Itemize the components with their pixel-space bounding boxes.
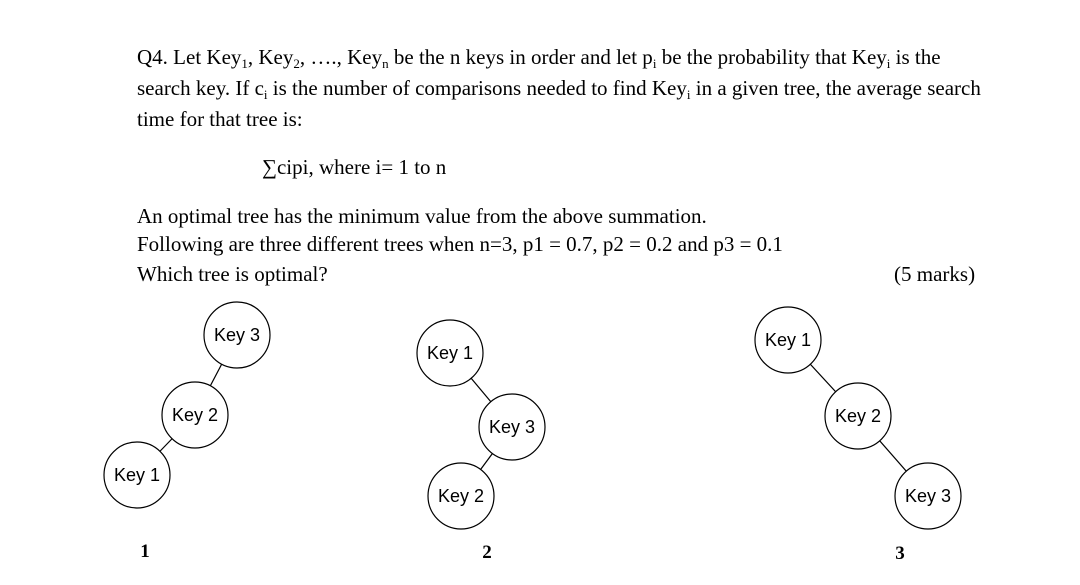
text-fragment: is the number of comparisons needed to find Key	[267, 76, 687, 100]
subscript: i	[886, 56, 891, 71]
tree-3	[755, 307, 961, 564]
question-line-6: Following are three different trees when n=3, p1 = 0.7, p2 = 0.2 and p3 = 0.1	[137, 232, 783, 256]
tree-3-node-2-label: Key 2	[834, 406, 882, 426]
text-fragment: be the n keys in order and let p	[388, 45, 653, 69]
tree-2	[417, 320, 545, 563]
text-fragment: , …., Key	[299, 45, 383, 69]
tree-2-number: 2	[482, 542, 492, 563]
tree-1-node-1-label: Key 3	[213, 325, 261, 345]
summation-formula: ∑cipi, where i= 1 to n	[262, 155, 447, 179]
text-fragment: search key. If c	[137, 76, 264, 100]
tree-1-node-2-label: Key 2	[171, 405, 219, 425]
subscript: i	[686, 87, 691, 102]
text-fragment: in a given tree, the average search	[690, 76, 981, 100]
text-fragment: , Key	[247, 45, 294, 69]
question-line-7: Which tree is optimal?	[137, 262, 328, 286]
tree-3-number: 3	[895, 543, 905, 564]
subscript: 1	[241, 56, 248, 71]
subscript: i	[652, 56, 657, 71]
tree-1-node-3-label: Key 1	[113, 465, 161, 485]
question-line-5: An optimal tree has the minimum value from the above summation.	[137, 204, 707, 228]
tree-3-node-3-label: Key 3	[904, 486, 952, 506]
subscript: 2	[293, 56, 300, 71]
tree-2-node-1-label: Key 1	[426, 343, 474, 363]
marks-label: (5 marks)	[894, 262, 976, 286]
text-fragment: be the probability that Key	[656, 45, 887, 69]
tree-3-node-1-label: Key 1	[764, 330, 812, 350]
subscript: i	[263, 87, 268, 102]
tree-1-number: 1	[140, 541, 150, 562]
tree-2-node-3-label: Key 2	[437, 486, 485, 506]
question-line-3: time for that tree is:	[137, 107, 303, 131]
subscript: n	[382, 56, 389, 71]
text-fragment: Q4. Let Key	[137, 45, 242, 69]
tree-2-node-2-label: Key 3	[488, 417, 536, 437]
text-fragment: is the	[890, 45, 941, 69]
tree-1	[104, 302, 270, 562]
